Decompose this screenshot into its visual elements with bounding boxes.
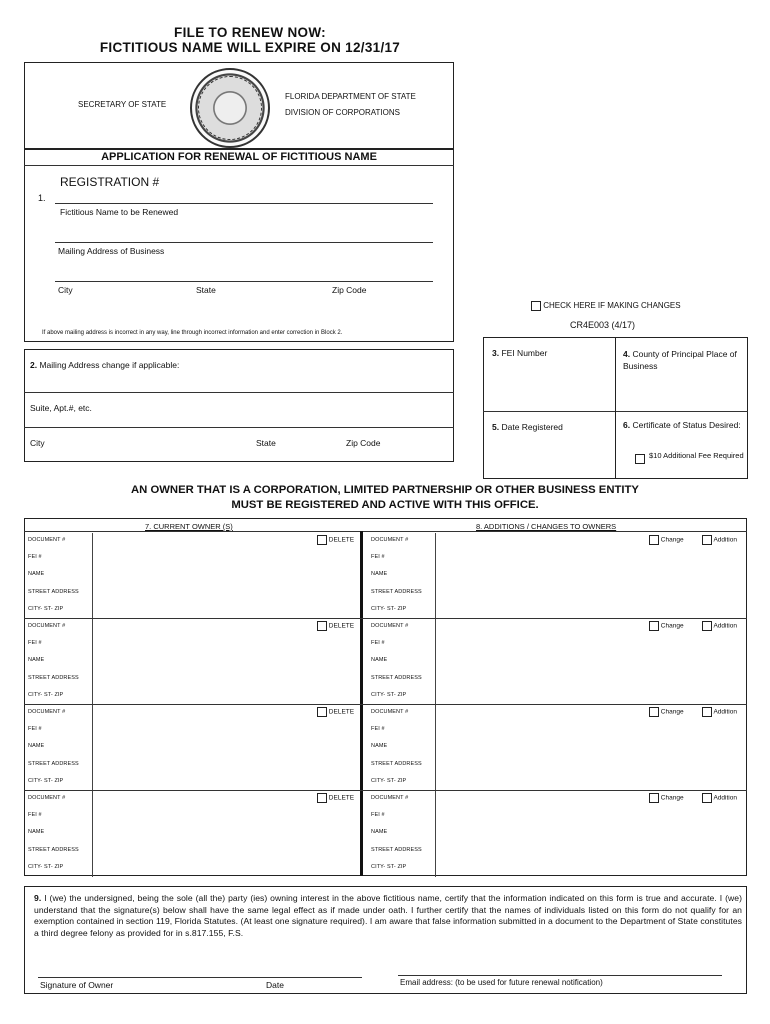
- signature-label: Signature of Owner: [40, 980, 114, 990]
- county-label-row: [623, 348, 743, 372]
- owner-group-divider: [24, 704, 747, 705]
- owner-label-column-divider: [435, 619, 436, 705]
- delete-owner-checkbox[interactable]: [317, 535, 327, 545]
- owner-current-row-label: NAME: [28, 657, 45, 664]
- mailing-address-line[interactable]: [55, 242, 433, 243]
- fictitious-name-line[interactable]: [55, 203, 433, 204]
- owner-additions-row-label: NAME: [371, 571, 388, 578]
- owner-additions-row-label: NAME: [371, 829, 388, 836]
- state-label: State: [196, 285, 216, 295]
- owner-current-row-label: FEI #: [28, 812, 42, 819]
- block2-city-label: City: [30, 438, 45, 448]
- addition-owner-checkbox-row[interactable]: [702, 535, 737, 545]
- owner-current-row-label: DOCUMENT #: [28, 623, 66, 629]
- change-owner-label: Change: [659, 708, 684, 716]
- owner-additions-row-label: CITY- ST- ZIP: [371, 777, 407, 784]
- change-owner-checkbox-row[interactable]: [649, 707, 684, 717]
- making-changes-checkbox[interactable]: [531, 301, 541, 311]
- fei-number-label: FEI Number: [501, 348, 548, 358]
- fee-label: $10 Additional Fee Required: [649, 451, 744, 460]
- owner-additions-row-label: CITY- ST- ZIP: [371, 863, 407, 870]
- owner-current-row-label: STREET ADDRESS: [28, 588, 79, 595]
- delete-owner-checkbox-row[interactable]: [317, 793, 354, 803]
- owner-additions-row-label: DOCUMENT #: [371, 709, 409, 715]
- owner-label-column-divider: [92, 533, 93, 619]
- owner-label-column-divider: [92, 619, 93, 705]
- owner-current-row-label: NAME: [28, 743, 45, 750]
- certificate-label: Certificate of Status Desired:: [632, 420, 741, 430]
- owner-current-row-label: STREET ADDRESS: [28, 760, 79, 767]
- delete-owner-checkbox[interactable]: [317, 793, 327, 803]
- block2-suite-label: Suite, Apt.#, etc.: [30, 403, 92, 413]
- addition-owner-checkbox-row[interactable]: [702, 707, 737, 717]
- block2-divider2: [24, 427, 454, 428]
- secretary-label: SECRETARY OF STATE: [78, 100, 167, 109]
- addition-owner-label: Addition: [712, 708, 737, 716]
- making-changes-label: CHECK HERE IF MAKING CHANGES: [543, 301, 681, 311]
- owner-current-row-label: FEI #: [28, 726, 42, 733]
- delete-owner-checkbox[interactable]: [317, 621, 327, 631]
- owner-current-row-label: DOCUMENT #: [28, 709, 66, 715]
- info-grid-vdivider: [615, 337, 616, 479]
- block9-number: 9.: [34, 893, 42, 903]
- owner-current-row-label: STREET ADDRESS: [28, 846, 79, 853]
- change-owner-checkbox-row[interactable]: [649, 793, 684, 803]
- owner-additions-row-label: DOCUMENT #: [371, 537, 409, 543]
- addition-owner-label: Addition: [712, 794, 737, 802]
- certification-text-row: [34, 893, 742, 939]
- county-label: County of Principal Place of Business: [623, 349, 737, 371]
- city-state-zip-line[interactable]: [55, 281, 433, 282]
- change-owner-checkbox[interactable]: [649, 707, 659, 717]
- page-title-line2: FICTITIOUS NAME WILL EXPIRE ON 12/31/17: [99, 40, 401, 55]
- owner-group-divider: [24, 790, 747, 791]
- delete-owner-label: DELETE: [327, 622, 355, 630]
- owner-current-row-label: STREET ADDRESS: [28, 674, 79, 681]
- delete-owner-checkbox-row[interactable]: [317, 535, 354, 545]
- addition-owner-label: Addition: [712, 622, 737, 630]
- addition-owner-checkbox[interactable]: [702, 793, 712, 803]
- change-owner-label: Change: [659, 622, 684, 630]
- block5-number: 5.: [492, 422, 500, 432]
- owner-additions-row-label: FEI #: [371, 726, 385, 733]
- state-seal-icon: [190, 68, 270, 148]
- page-title-line1: FILE TO RENEW NOW:: [174, 25, 326, 40]
- owner-notice-line2: MUST BE REGISTERED AND ACTIVE WITH THIS OFFICE.: [231, 499, 539, 511]
- addition-owner-checkbox[interactable]: [702, 535, 712, 545]
- owner-current-row-label: NAME: [28, 829, 45, 836]
- change-owner-checkbox[interactable]: [649, 535, 659, 545]
- making-changes-checkbox-row[interactable]: [531, 301, 681, 311]
- email-label: Email address: (to be used for future renewal notification): [400, 978, 603, 987]
- change-owner-checkbox[interactable]: [649, 793, 659, 803]
- change-owner-label: Change: [659, 794, 684, 802]
- city-label: City: [58, 285, 73, 295]
- block2-zip-label: Zip Code: [346, 438, 381, 448]
- owner-current-row-label: FEI #: [28, 640, 42, 647]
- current-owners-header: 7. CURRENT OWNER (S): [145, 522, 233, 531]
- change-owner-label: Change: [659, 536, 684, 544]
- owner-label-column-divider: [435, 533, 436, 619]
- owner-additions-row-label: STREET ADDRESS: [371, 846, 422, 853]
- block2-label: Mailing Address change if applicable:: [39, 360, 180, 370]
- owner-additions-row-label: STREET ADDRESS: [371, 588, 422, 595]
- owner-notice-line1: AN OWNER THAT IS A CORPORATION, LIMITED PARTNERSHIP OR OTHER BUSINESS ENTITY: [131, 484, 639, 496]
- change-owner-checkbox-row[interactable]: [649, 535, 684, 545]
- block2-state-label: State: [256, 438, 276, 448]
- section-title: APPLICATION FOR RENEWAL OF FICTITIOUS NAME: [101, 151, 377, 163]
- owner-additions-row-label: FEI #: [371, 554, 385, 561]
- block2-label-row: [30, 360, 179, 370]
- owners-header-divider: [24, 531, 747, 532]
- registration-label: REGISTRATION #: [60, 175, 160, 189]
- addition-owner-checkbox-row[interactable]: [702, 793, 737, 803]
- owner-additions-row-label: CITY- ST- ZIP: [371, 605, 407, 612]
- zip-label: Zip Code: [332, 285, 367, 295]
- owner-current-row-label: FEI #: [28, 554, 42, 561]
- delete-owner-checkbox-row[interactable]: [317, 621, 354, 631]
- owner-group-divider: [24, 618, 747, 619]
- addition-owner-label: Addition: [712, 536, 737, 544]
- owner-label-column-divider: [92, 791, 93, 877]
- owner-additions-row-label: DOCUMENT #: [371, 623, 409, 629]
- owner-additions-row-label: NAME: [371, 743, 388, 750]
- delete-owner-label: DELETE: [327, 708, 355, 716]
- delete-owner-checkbox[interactable]: [317, 707, 327, 717]
- certificate-label-row: [623, 419, 745, 431]
- owner-label-column-divider: [92, 705, 93, 791]
- owner-current-row-label: CITY- ST- ZIP: [28, 605, 64, 612]
- block2-number: 2.: [30, 360, 38, 370]
- delete-owner-label: DELETE: [327, 794, 355, 802]
- owner-additions-row-label: STREET ADDRESS: [371, 760, 422, 767]
- owner-current-row-label: NAME: [28, 571, 45, 578]
- owner-current-row-label: CITY- ST- ZIP: [28, 691, 64, 698]
- date-label: Date: [266, 980, 284, 990]
- owner-additions-row-label: STREET ADDRESS: [371, 674, 422, 681]
- owner-additions-row-label: CITY- ST- ZIP: [371, 691, 407, 698]
- delete-owner-label: DELETE: [327, 536, 355, 544]
- addition-owner-checkbox-row[interactable]: [702, 621, 737, 631]
- fei-number-label-row: [492, 348, 547, 358]
- owner-current-row-label: DOCUMENT #: [28, 537, 66, 543]
- change-owner-checkbox[interactable]: [649, 621, 659, 631]
- owner-current-row-label: CITY- ST- ZIP: [28, 863, 64, 870]
- form-code: CR4E003 (4/17): [570, 320, 636, 330]
- block4-number: 4.: [623, 349, 631, 359]
- owner-additions-row-label: FEI #: [371, 812, 385, 819]
- change-owner-checkbox-row[interactable]: [649, 621, 684, 631]
- owner-additions-row-label: NAME: [371, 657, 388, 664]
- date-registered-label-row: [492, 422, 563, 432]
- signature-line[interactable]: [38, 977, 362, 978]
- certification-text: I (we) the undersigned, being the sole (all the) party (ies) owning interest in the above fictitious name, certify that the information indicated on this form is true and accurate. I (we) understand that the signature(s) below shall have the same legal effect as if made under oath. I further certify that the names of individuals listed on this form do not qualify for an exemption contained in section 119, Florida Statutes. (At least one signature required). I am aware that false information submitted in a document to the Department of State constitutes a third degree felony as provided for in s.817.155, F.S.: [34, 893, 742, 938]
- fictitious-name-label: Fictitious Name to be Renewed: [60, 207, 179, 217]
- owner-label-column-divider: [435, 705, 436, 791]
- block1-number: 1.: [38, 193, 46, 203]
- owner-current-row-label: DOCUMENT #: [28, 795, 66, 801]
- date-registered-label: Date Registered: [501, 422, 563, 432]
- block2-divider1: [24, 392, 454, 393]
- additions-header: 8. ADDITIONS / CHANGES TO OWNERS: [476, 522, 617, 531]
- dept-line2: DIVISION OF CORPORATIONS: [285, 108, 400, 117]
- section-title-underline: [24, 165, 454, 166]
- addition-owner-checkbox[interactable]: [702, 621, 712, 631]
- addition-owner-checkbox[interactable]: [702, 707, 712, 717]
- owner-additions-row-label: FEI #: [371, 640, 385, 647]
- block3-number: 3.: [492, 348, 500, 358]
- owner-additions-row-label: DOCUMENT #: [371, 795, 409, 801]
- mailing-address-label: Mailing Address of Business: [58, 246, 165, 256]
- header-divider: [24, 148, 454, 150]
- fee-checkbox[interactable]: [635, 454, 645, 464]
- delete-owner-checkbox-row[interactable]: [317, 707, 354, 717]
- email-line[interactable]: [398, 975, 722, 976]
- dept-line1: FLORIDA DEPARTMENT OF STATE: [285, 92, 416, 101]
- owner-current-row-label: CITY- ST- ZIP: [28, 777, 64, 784]
- block6-number: 6.: [623, 420, 631, 430]
- block1-note: If above mailing address is incorrect in any way, line through incorrect information and enter correction in Block 2.: [42, 330, 343, 336]
- owner-label-column-divider: [435, 791, 436, 877]
